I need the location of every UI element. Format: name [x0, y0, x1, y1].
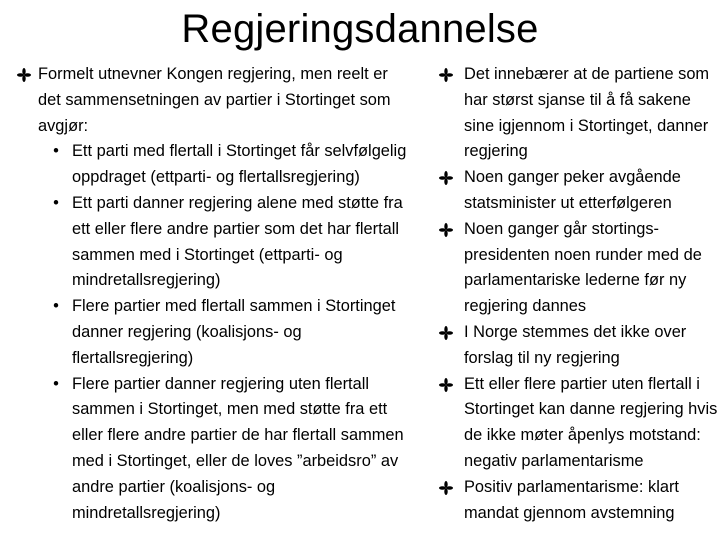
diamond-bullet-icon — [436, 372, 456, 398]
right-bullet-text: Noen ganger går stortings-presidenten noen runder med de parlamentariske lederne før ny regjering dannes — [464, 219, 702, 316]
right-main-bullet — [436, 62, 718, 165]
left-sub-bullet — [14, 372, 414, 527]
right-main-bullet — [436, 320, 718, 372]
right-bullet-text: Positiv parlamentarisme: klart mandat gjennom avstemning — [464, 477, 679, 522]
diamond-bullet-icon — [14, 62, 34, 88]
left-sub-bullet — [14, 191, 414, 294]
right-main-bullet — [436, 372, 718, 475]
left-intro-text: Formelt utnevner Kongen regjering, men reelt er det sammensetningen av partier i Stortinget som avgjør: — [38, 65, 391, 135]
left-sub-bullet — [14, 139, 414, 191]
right-bullet-text: Noen ganger peker avgående statsminister ut etterfølgeren — [464, 168, 681, 212]
sub-bullet-icon: • — [53, 297, 59, 316]
sub-bullet-icon: • — [53, 142, 59, 161]
right-bullet-text: Det innebærer at de partiene som har størst sjanse til å få sakene sine igjennom i Stortinget, danner regjering — [464, 65, 710, 161]
sub-bullet-icon: • — [53, 193, 59, 212]
sub-bullet-icon: • — [53, 374, 59, 393]
right-bullet-text: Ett eller flere partier uten flertall i Stortinget kan danne regjering hvis de ikke møter åpenlys motstand: negativ parlamentarisme — [464, 374, 718, 470]
diamond-bullet-icon — [436, 62, 456, 88]
right-bullet-text: I Norge stemmes det ikke over forslag til ny regjering — [464, 322, 687, 367]
diamond-bullet-icon — [436, 217, 456, 243]
right-main-bullet — [436, 165, 718, 217]
left-bullet-list — [14, 62, 414, 526]
left-sub-text: Ett parti med flertall i Stortinget får selvfølgelig oppdraget (ettparti- og flertallsregjering) — [72, 142, 407, 187]
left-sub-text: Flere partier danner regjering uten flertall sammen i Stortinget, men med støtte fra ett eller flere andre partier de har flertall sammen med i Stortinget, eller de loves ”arbeidsro” av andre partier (koalisjons- og mindretallsregjering) — [72, 374, 404, 522]
right-main-bullet — [436, 475, 718, 527]
left-sub-text: Flere partier med flertall sammen i Stortinget danner regjering (koalisjons- og flertallsregjering) — [72, 297, 396, 367]
left-sub-text: Ett parti danner regjering alene med støtte fra ett eller flere andre partier som det har flertall sammen med i Stortinget (ettparti- og mindretallsregjering) — [72, 193, 403, 290]
diamond-bullet-icon — [436, 475, 456, 501]
diamond-bullet-icon — [436, 165, 456, 191]
left-sub-bullet — [14, 294, 414, 371]
right-bullet-list — [436, 62, 718, 526]
right-main-bullet — [436, 217, 718, 320]
diamond-bullet-icon — [436, 320, 456, 346]
left-main-bullet — [14, 62, 414, 139]
right-column — [436, 62, 718, 526]
left-column — [14, 62, 414, 526]
slide-title: Regjeringsdannelse — [181, 7, 539, 51]
